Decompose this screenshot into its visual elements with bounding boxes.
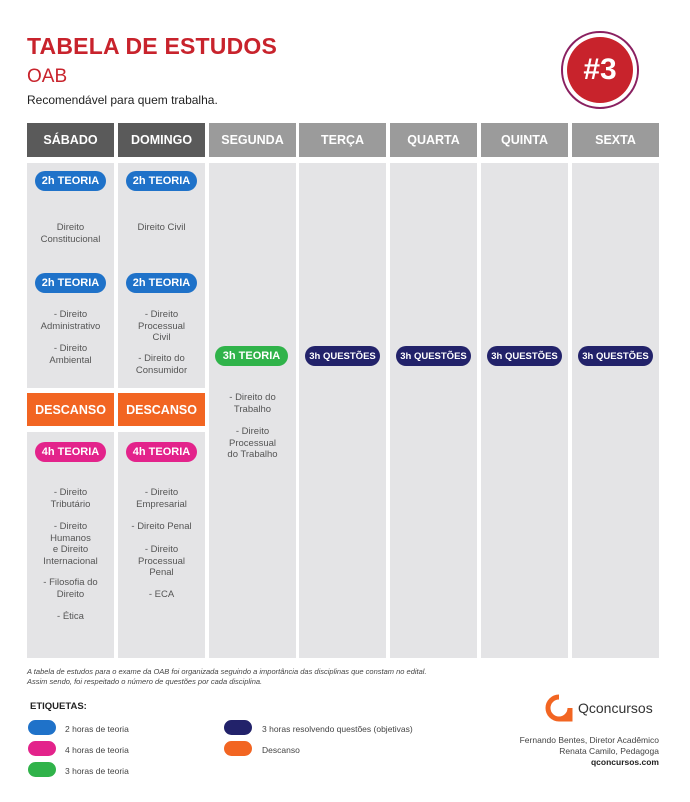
legend-swatch-orange [224,741,252,756]
subject-text: - ECA [148,589,175,600]
cell-domingo-morning [118,163,205,388]
legend-title: ETIQUETAS: [30,701,87,712]
legend-swatch-blue [28,720,56,735]
legend-label: 4 horas de teoria [65,745,129,755]
qconcursos-logo-icon [544,693,574,723]
website-link[interactable]: qconcursos.com [590,757,659,767]
credits [520,735,659,768]
footnote-line: Assim sendo, foi respeitado o número de questões por cada disciplina. [27,676,263,686]
cell-quinta [481,163,568,658]
cell-segunda [209,163,296,658]
tag-3h-questoes: 3h QUESTÕES [305,346,380,366]
subject-text: - Direito Tributário [50,487,91,510]
cell-sabado-morning [27,163,114,388]
column-header-segunda: SEGUNDA [209,123,296,157]
column-quarta [390,123,477,658]
cell-terca [299,163,386,658]
plan-number: #3 [567,37,633,103]
tag-3h-teoria: 3h TEORIA [215,346,288,366]
subject-text: - Direito Processual Civil [138,309,185,343]
legend-swatch-pink [28,741,56,756]
tag-3h-questoes: 3h QUESTÕES [487,346,562,366]
subject-text: - Direito do Consumidor [135,353,188,376]
cell-sexta [572,163,659,658]
page-title: TABELA DE ESTUDOS [27,33,278,59]
legend-label: Descanso [262,745,300,755]
tag-3h-questoes: 3h QUESTÕES [578,346,653,366]
page-subtitle: OAB [27,66,68,87]
cell-domingo-afternoon [118,432,205,658]
subject-text: - Filosofia do Direito [43,577,98,600]
column-terca [299,123,386,658]
plan-number-badge [561,31,639,109]
column-header-quarta: QUARTA [390,123,477,157]
tag-2h-teoria: 2h TEORIA [126,171,197,191]
tag-2h-teoria: 2h TEORIA [35,273,106,293]
column-header-domingo: DOMINGO [118,123,205,157]
footnote [27,667,427,686]
legend-label: 3 horas de teoria [65,766,129,776]
page-description: Recomendável para quem trabalha. [27,93,218,107]
column-header-sabado: SÁBADO [27,123,114,157]
column-quinta [481,123,568,658]
subject-text: - Direito Ambiental [49,343,92,366]
legend-label: 2 horas de teoria [65,724,129,734]
subject-text: - Direito Processual Penal [138,544,185,578]
subject-text: - Direito Administrativo [40,309,101,332]
legend-swatch-green [28,762,56,777]
subject-text: - Direito Empresarial [136,487,187,510]
subject-text: - Direito Processual do Trabalho [227,426,278,460]
legend-swatch-navy [224,720,252,735]
subject-text: - Ética [57,611,84,622]
cell-sabado-afternoon [27,432,114,658]
brand-name: Qconcursos [578,700,653,716]
column-header-sexta: SEXTA [572,123,659,157]
credit-line: Renata Camilo, Pedagoga [559,746,659,756]
credit-line: Fernando Bentes, Diretor Acadêmico [519,735,659,745]
brand-logo [544,693,653,723]
cell-quarta [390,163,477,658]
column-header-quinta: QUINTA [481,123,568,157]
rest-block-domingo: DESCANSO [118,393,205,426]
subject-text: - Direito do Trabalho [229,392,276,415]
legend-label: 3 horas resolvendo questões (objetivas) [262,724,413,734]
tag-3h-questoes: 3h QUESTÕES [396,346,471,366]
subject-text: - Direito Penal [131,521,192,532]
footnote-line: A tabela de estudos para o exame da OAB foi organizada seguindo a importância das disciplinas que constam no edital. [27,667,427,676]
subject-text: Direito Civil [137,222,186,233]
tag-4h-teoria: 4h TEORIA [35,442,106,462]
column-sexta [572,123,659,658]
rest-block-sabado: DESCANSO [27,393,114,426]
column-header-terca: TERÇA [299,123,386,157]
column-domingo [118,123,205,658]
column-sabado [27,123,114,658]
study-table [27,123,659,658]
subject-text: - Direito Humanos e Direito Internacional [43,521,98,567]
tag-2h-teoria: 2h TEORIA [126,273,197,293]
tag-4h-teoria: 4h TEORIA [126,442,197,462]
subject-text: Direito Constitucional [40,222,101,245]
tag-2h-teoria: 2h TEORIA [35,171,106,191]
column-segunda [209,123,296,658]
